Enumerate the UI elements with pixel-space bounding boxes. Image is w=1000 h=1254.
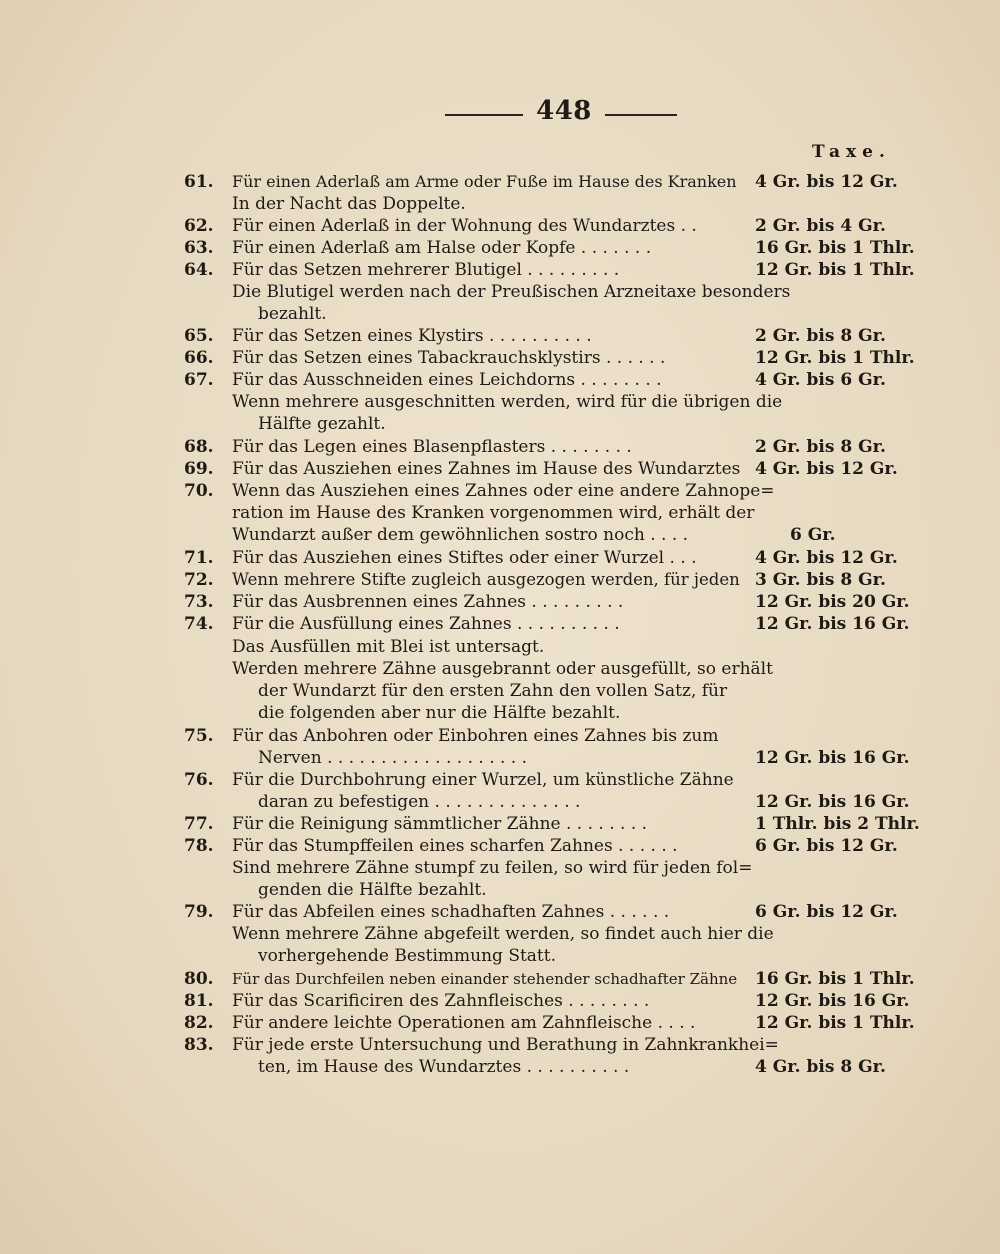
item-price: 2 Gr. bis 8 Gr. — [755, 437, 886, 457]
item-number: 80. — [184, 969, 214, 989]
item-number: 63. — [184, 238, 214, 258]
item-text: Für das Durchfeilen neben einander stehender schadhafter Zähne — [232, 970, 738, 988]
tariff-line — [0, 325, 1000, 347]
item-text: Für das Setzen mehrerer Blutigel . . . . . . . . . — [232, 260, 620, 280]
item-number: 70. — [184, 481, 214, 501]
item-text: Für die Ausfüllung eines Zahnes . . . . . . . . . . — [232, 614, 620, 634]
item-text: ten, im Hause des Wundarztes . . . . . . . . . . — [258, 1057, 630, 1077]
tariff-line — [0, 901, 1000, 923]
tariff-line — [0, 281, 1000, 303]
tariff-line — [0, 1034, 1000, 1056]
tariff-line — [0, 458, 1000, 480]
item-text: Wenn das Ausziehen eines Zahnes oder eine andere Zahnope= — [232, 481, 775, 501]
tariff-line — [0, 879, 1000, 901]
item-number: 75. — [184, 726, 214, 746]
item-price: 16 Gr. bis 1 Thlr. — [755, 969, 915, 989]
header-rule-left — [445, 114, 523, 116]
item-text: Nerven . . . . . . . . . . . . . . . . . . . — [258, 748, 528, 768]
item-price: 12 Gr. bis 16 Gr. — [755, 792, 910, 812]
item-price: 6 Gr. — [790, 525, 836, 545]
item-price: 1 Thlr. bis 2 Thlr. — [755, 814, 920, 834]
item-text: Für andere leichte Operationen am Zahnfleische . . . . — [232, 1013, 696, 1033]
tariff-line — [0, 835, 1000, 857]
tariff-line — [0, 968, 1000, 990]
tariff-line — [0, 613, 1000, 635]
tariff-line — [0, 303, 1000, 325]
tariff-line — [0, 1056, 1000, 1078]
item-price: 12 Gr. bis 1 Thlr. — [755, 348, 915, 368]
item-text: vorhergehende Bestimmung Statt. — [258, 946, 556, 966]
item-price: 4 Gr. bis 12 Gr. — [755, 548, 898, 568]
item-price: 2 Gr. bis 8 Gr. — [755, 326, 886, 346]
item-text: Für die Reinigung sämmtlicher Zähne . . . . . . . . — [232, 814, 648, 834]
item-price: 4 Gr. bis 6 Gr. — [755, 370, 886, 390]
item-number: 71. — [184, 548, 214, 568]
tariff-line — [0, 569, 1000, 591]
item-text: Für das Ausziehen eines Stiftes oder einer Wurzel . . . — [232, 548, 697, 568]
tariff-line — [0, 813, 1000, 835]
tariff-line — [0, 369, 1000, 391]
tariff-line — [0, 171, 1000, 193]
item-text: Das Ausfüllen mit Blei ist untersagt. — [232, 637, 545, 657]
tariff-line — [0, 480, 1000, 502]
tariff-line — [0, 347, 1000, 369]
taxe-column-heading: Taxe. — [812, 142, 891, 162]
item-number: 61. — [184, 172, 214, 192]
item-text: Für das Ausziehen eines Zahnes im Hause des Wundarztes — [232, 459, 741, 479]
tariff-line — [0, 215, 1000, 237]
item-text: der Wundarzt für den ersten Zahn den vollen Satz, für — [258, 681, 728, 701]
tariff-line — [0, 193, 1000, 215]
item-text: Für das Setzen eines Klystirs . . . . . . . . . . — [232, 326, 592, 346]
tariff-line — [0, 259, 1000, 281]
item-number: 69. — [184, 459, 214, 479]
item-text: Wundarzt außer dem gewöhnlichen sostro noch . . . . — [232, 525, 689, 545]
item-number: 68. — [184, 437, 214, 457]
item-text: Die Blutigel werden nach der Preußischen Arzneitaxe besonders — [232, 282, 791, 302]
item-number: 73. — [184, 592, 214, 612]
tariff-line — [0, 391, 1000, 413]
tariff-line — [0, 502, 1000, 524]
tariff-line — [0, 725, 1000, 747]
tariff-line — [0, 702, 1000, 724]
item-price: 12 Gr. bis 16 Gr. — [755, 748, 910, 768]
item-text: Für das Stumpffeilen eines scharfen Zahnes . . . . . . — [232, 836, 678, 856]
item-price: 12 Gr. bis 1 Thlr. — [755, 260, 915, 280]
item-number: 83. — [184, 1035, 214, 1055]
item-number: 81. — [184, 991, 214, 1011]
tariff-line — [0, 591, 1000, 613]
item-number: 72. — [184, 570, 214, 590]
tariff-line — [0, 1012, 1000, 1034]
item-price: 4 Gr. bis 12 Gr. — [755, 172, 898, 192]
item-number: 82. — [184, 1013, 214, 1033]
page-number: 448 — [536, 96, 592, 126]
item-text: Für einen Aderlaß in der Wohnung des Wundarztes . . — [232, 216, 697, 236]
tariff-line — [0, 791, 1000, 813]
item-number: 67. — [184, 370, 214, 390]
item-text: Für das Ausbrennen eines Zahnes . . . . . . . . . — [232, 592, 624, 612]
item-number: 74. — [184, 614, 214, 634]
item-price: 12 Gr. bis 16 Gr. — [755, 614, 910, 634]
tariff-line — [0, 658, 1000, 680]
tariff-line — [0, 436, 1000, 458]
item-price: 12 Gr. bis 16 Gr. — [755, 991, 910, 1011]
item-number: 78. — [184, 836, 214, 856]
item-number: 65. — [184, 326, 214, 346]
item-text: Für das Legen eines Blasenpflasters . . . . . . . . — [232, 437, 632, 457]
item-price: 3 Gr. bis 8 Gr. — [755, 570, 886, 590]
item-text: Werden mehrere Zähne ausgebrannt oder ausgefüllt, so erhält — [232, 659, 773, 679]
item-text: In der Nacht das Doppelte. — [232, 194, 466, 214]
item-text: Für die Durchbohrung einer Wurzel, um künstliche Zähne — [232, 770, 734, 790]
item-number: 76. — [184, 770, 214, 790]
item-text: Für das Anbohren oder Einbohren eines Zahnes bis zum — [232, 726, 719, 746]
item-text: Für einen Aderlaß am Arme oder Fuße im Hause des Kranken — [232, 172, 737, 191]
item-text: daran zu befestigen . . . . . . . . . . . . . . — [258, 792, 581, 812]
tariff-line — [0, 413, 1000, 435]
item-number: 64. — [184, 260, 214, 280]
item-price: 2 Gr. bis 4 Gr. — [755, 216, 886, 236]
item-text: Für einen Aderlaß am Halse oder Kopfe . . . . . . . — [232, 238, 652, 258]
page-header — [0, 92, 1000, 132]
tariff-line — [0, 747, 1000, 769]
tariff-line — [0, 636, 1000, 658]
item-text: Für jede erste Untersuchung und Berathung in Zahnkrankhei= — [232, 1035, 779, 1055]
item-price: 12 Gr. bis 1 Thlr. — [755, 1013, 915, 1033]
item-text: Für das Scarificiren des Zahnfleisches . . . . . . . . — [232, 991, 650, 1011]
item-text: Hälfte gezahlt. — [258, 414, 386, 434]
item-number: 79. — [184, 902, 214, 922]
tariff-line — [0, 923, 1000, 945]
tariff-line — [0, 680, 1000, 702]
item-text: bezahlt. — [258, 304, 327, 324]
item-text: Sind mehrere Zähne stumpf zu feilen, so wird für jeden fol= — [232, 858, 753, 878]
item-text: Für das Abfeilen eines schadhaften Zahnes . . . . . . — [232, 902, 670, 922]
item-text: Wenn mehrere Stifte zugleich ausgezogen werden, für jeden — [232, 570, 740, 589]
item-text: genden die Hälfte bezahlt. — [258, 880, 487, 900]
item-text: die folgenden aber nur die Hälfte bezahlt. — [258, 703, 621, 723]
tariff-line — [0, 990, 1000, 1012]
header-rule-right — [605, 114, 677, 116]
item-number: 62. — [184, 216, 214, 236]
item-price: 12 Gr. bis 20 Gr. — [755, 592, 910, 612]
tariff-line — [0, 769, 1000, 791]
item-text: Für das Ausschneiden eines Leichdorns . . . . . . . . — [232, 370, 662, 390]
item-text: Für das Setzen eines Tabackrauchsklystirs . . . . . . — [232, 348, 666, 368]
tariff-line — [0, 524, 1000, 546]
item-price: 16 Gr. bis 1 Thlr. — [755, 238, 915, 258]
item-price: 4 Gr. bis 8 Gr. — [755, 1057, 886, 1077]
tariff-line — [0, 857, 1000, 879]
tariff-line — [0, 237, 1000, 259]
tariff-line — [0, 547, 1000, 569]
item-text: Wenn mehrere ausgeschnitten werden, wird für die übrigen die — [232, 392, 783, 412]
item-price: 4 Gr. bis 12 Gr. — [755, 459, 898, 479]
item-text: Wenn mehrere Zähne abgefeilt werden, so findet auch hier die — [232, 924, 774, 944]
item-number: 66. — [184, 348, 214, 368]
tariff-line — [0, 945, 1000, 967]
item-text: ration im Hause des Kranken vorgenommen wird, erhält der — [232, 503, 755, 523]
item-number: 77. — [184, 814, 214, 834]
item-price: 6 Gr. bis 12 Gr. — [755, 902, 898, 922]
item-price: 6 Gr. bis 12 Gr. — [755, 836, 898, 856]
